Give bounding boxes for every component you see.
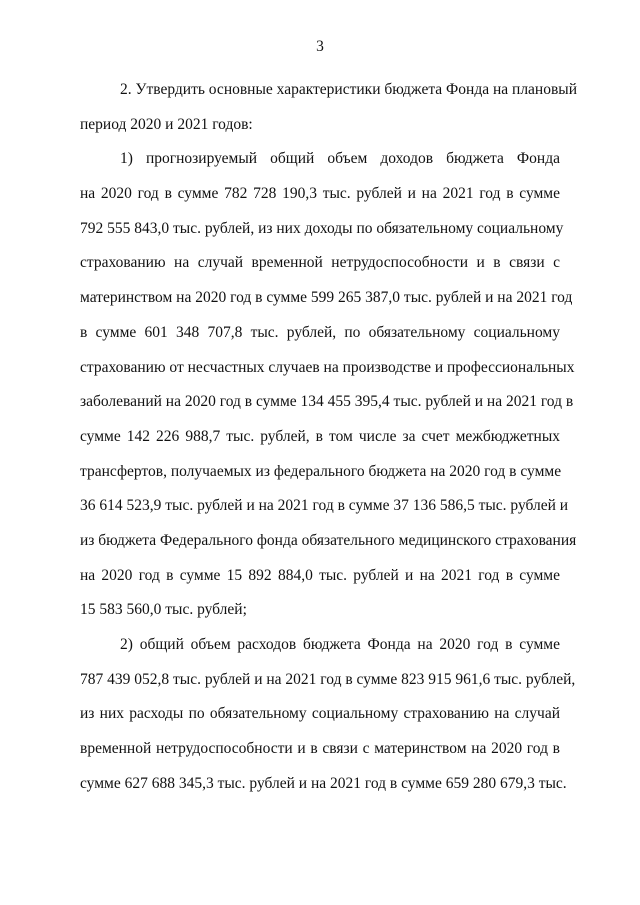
document-body bbox=[80, 80, 578, 808]
text-line: заболеваний на 2020 год в сумме 134 455 395,4 тыс. рублей и на 2021 год в bbox=[80, 393, 574, 411]
text-line: на 2020 год в сумме 15 892 884,0 тыс. рублей и на 2021 год в сумме bbox=[80, 566, 560, 584]
text-line: страхованию на случай временной нетрудоспособности и в связи с bbox=[80, 254, 560, 272]
text-line: период 2020 и 2021 годов: bbox=[80, 115, 253, 133]
text-line: на 2020 год в сумме 782 728 190,3 тыс. рублей и на 2021 год в сумме bbox=[80, 185, 560, 203]
text-line: сумме 142 226 988,7 тыс. рублей, в том числе за счет межбюджетных bbox=[80, 427, 560, 445]
text-line: 787 439 052,8 тыс. рублей и на 2021 год в сумме 823 915 961,6 тыс. рублей, bbox=[80, 670, 576, 688]
text-line: страхованию от несчастных случаев на производстве и профессиональных bbox=[80, 358, 575, 376]
text-line: сумме 627 688 345,3 тыс. рублей и на 2021 год в сумме 659 280 679,3 тыс. bbox=[80, 774, 567, 792]
text-line: 15 583 560,0 тыс. рублей; bbox=[80, 601, 247, 619]
text-line: 792 555 843,0 тыс. рублей, из них доходы по обязательному социальному bbox=[80, 219, 564, 237]
text-line: 36 614 523,9 тыс. рублей и на 2021 год в сумме 37 136 586,5 тыс. рублей и bbox=[80, 497, 569, 515]
text-line: материнством на 2020 год в сумме 599 265 387,0 тыс. рублей и на 2021 год bbox=[80, 289, 573, 307]
text-line: 1) прогнозируемый общий объем доходов бюджета Фонда bbox=[120, 150, 560, 168]
page-number: 3 bbox=[316, 38, 324, 55]
text-line: из бюджета Федерального фонда обязательного медицинского страхования bbox=[80, 531, 577, 549]
text-line: трансфертов, получаемых из федерального бюджета на 2020 год в сумме bbox=[80, 462, 562, 480]
text-line: из них расходы по обязательному социальному страхованию на случай bbox=[80, 705, 560, 723]
text-line: временной нетрудоспособности и в связи с материнством на 2020 год в bbox=[80, 740, 560, 758]
text-line: 2) общий объем расходов бюджета Фонда на 2020 год в сумме bbox=[120, 636, 560, 653]
text-line: в сумме 601 348 707,8 тыс. рублей, по обязательному социальному bbox=[80, 323, 560, 341]
text-line: 2. Утвердить основные характеристики бюджета Фонда на плановый bbox=[120, 81, 578, 98]
